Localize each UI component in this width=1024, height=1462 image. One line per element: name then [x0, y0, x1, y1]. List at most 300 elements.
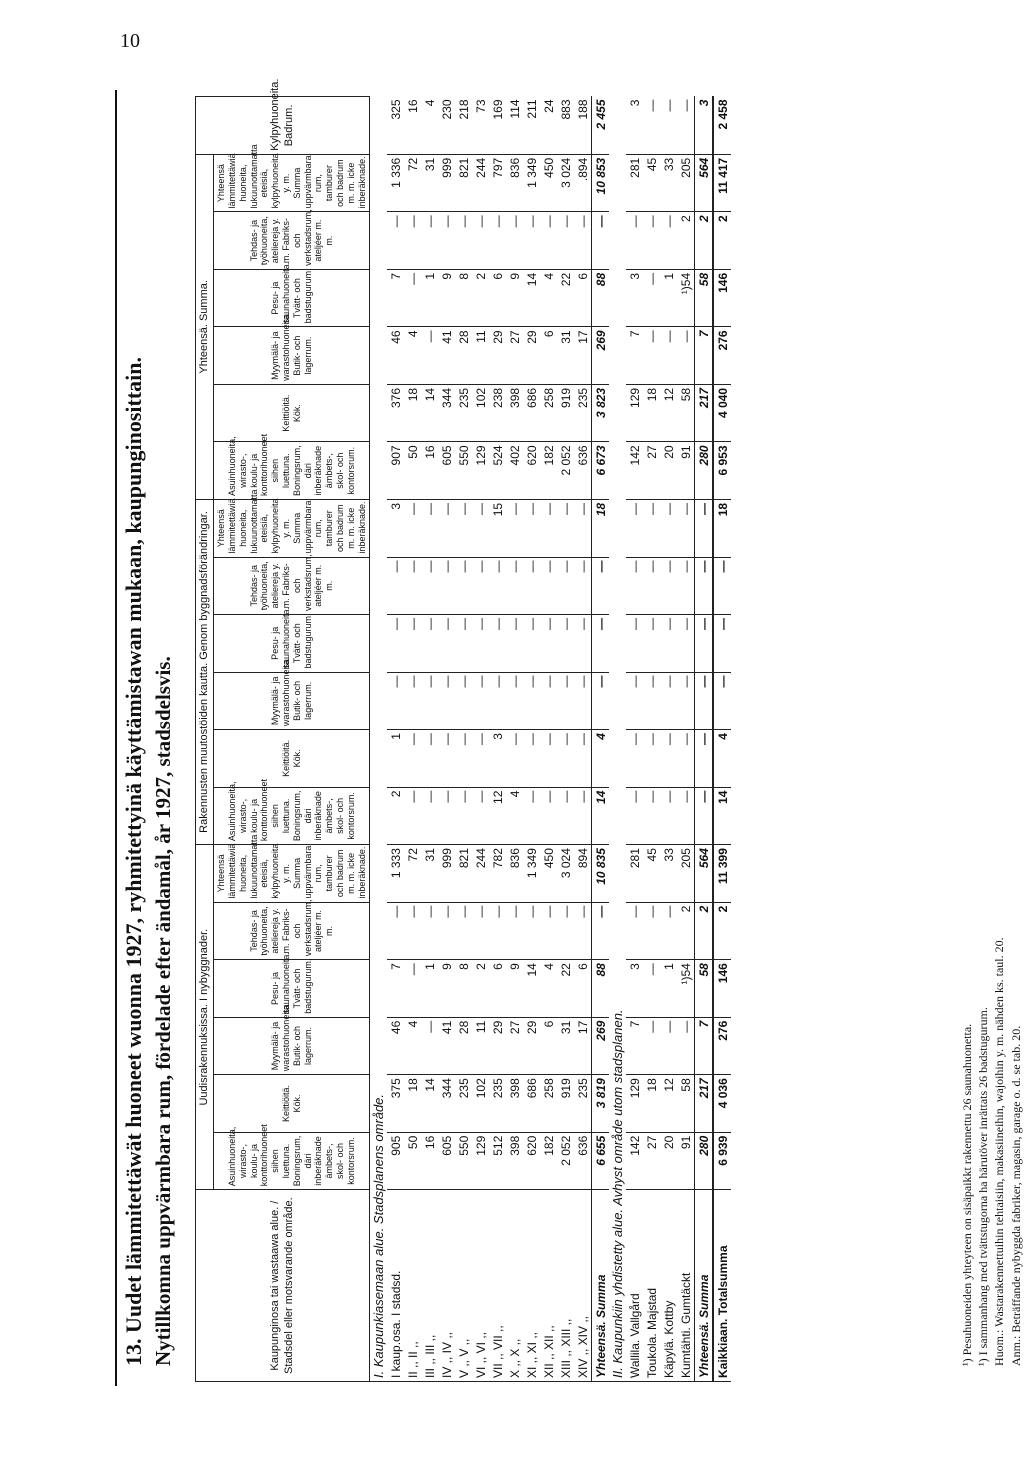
table-cell: — [489, 902, 506, 960]
table-cell: .894 [574, 154, 592, 212]
table-cell: — [626, 557, 643, 615]
table-cell: 620 [523, 1132, 540, 1190]
table-cell: — [643, 327, 660, 385]
table-cell: 17 [574, 1017, 592, 1075]
table-cell: 14 [421, 1075, 438, 1133]
table-row [574, 97, 592, 1382]
table-cell: 7 [387, 960, 404, 1018]
column-header: Yhteensä lämmitettäwiä huoneita, lukuunottamatta eteisiä, kylpyhuoneita y. m. Summa uppvärmbara rum, tamburer och badrum m. m. icke inberäknade. [214, 499, 370, 557]
table-cell: 2 [713, 902, 731, 960]
table-cell: 4 [404, 1017, 421, 1075]
table-cell: — [643, 960, 660, 1018]
column-header: Tehdas- ja työhuoneita, ateliereja y. m. Fabriks- och verkstadsrum, ateljéer m. m. [214, 557, 370, 615]
table-cell: — [438, 787, 455, 845]
table-row [421, 97, 438, 1382]
table-cell: — [540, 499, 557, 557]
footnote-3: Huom.: Wastarakennettuihin tehtaisiin, makasiineihin, wajoihin y. m. nähden ks. taul. 20. [992, 937, 1007, 1366]
table-row [404, 97, 421, 1382]
table-cell: 12 [660, 384, 677, 442]
table-cell: 276 [713, 327, 731, 385]
table-cell: — [523, 212, 540, 270]
table-cell: — [643, 499, 660, 557]
table-cell: — [506, 615, 523, 673]
table-cell: 3 [626, 960, 643, 1018]
table-cell: 18 [592, 499, 610, 557]
row-label: III ,, III ,, [421, 1190, 438, 1382]
table-cell: 883 [557, 97, 574, 155]
row-label: Yhteensä. Summa [695, 1190, 714, 1382]
table-cell: 6 [574, 960, 592, 1018]
table-cell: — [677, 1017, 695, 1075]
table-cell: 402 [506, 442, 523, 500]
table-cell: — [660, 730, 677, 788]
table-cell: — [455, 672, 472, 730]
table-cell: 4 [540, 269, 557, 327]
row-label: VI ,, VI ,, [472, 1190, 489, 1382]
table-cell: — [695, 672, 714, 730]
table-cell: 31 [421, 845, 438, 903]
table-cell: — [523, 730, 540, 788]
table-cell: — [438, 615, 455, 673]
table-cell: 905 [387, 1132, 404, 1190]
table-cell: — [472, 615, 489, 673]
table-cell: 4 [506, 787, 523, 845]
stub-header: Kaupunginosa tai wastaawa alue. / Stadsdel eller motsvarande område. [196, 1190, 370, 1382]
table-cell: 2 455 [592, 97, 610, 155]
table-cell: — [677, 615, 695, 673]
table-cell: 10 835 [592, 845, 610, 903]
table-cell: 4 [421, 97, 438, 155]
table-cell: 3 819 [592, 1075, 610, 1133]
table-cell: 33 [660, 154, 677, 212]
row-label: Toukola. Majstad [643, 1190, 660, 1382]
table-cell: 205 [677, 154, 695, 212]
table-cell: 4 [404, 327, 421, 385]
table-cell: — [713, 672, 731, 730]
table-cell: — [643, 902, 660, 960]
table-cell: 18 [713, 499, 731, 557]
table-cell: 27 [506, 327, 523, 385]
table-cell: 3 024 [557, 845, 574, 903]
table-cell: — [540, 787, 557, 845]
table-cell: 22 [557, 960, 574, 1018]
table-cell: 821 [455, 845, 472, 903]
table-cell: 2 052 [557, 1132, 574, 1190]
table-cell: 20 [660, 442, 677, 500]
table-cell: 894 [574, 845, 592, 903]
table-cell: — [404, 787, 421, 845]
table-cell: 2 458 [713, 97, 731, 155]
table-cell: — [387, 672, 404, 730]
table-cell: — [660, 787, 677, 845]
table-cell: 14 [421, 384, 438, 442]
table-cell: 258 [540, 384, 557, 442]
table-cell: — [660, 97, 677, 155]
table-cell: 91 [677, 1132, 695, 1190]
table-cell: 6 939 [713, 1132, 731, 1190]
table-cell: 7 [626, 327, 643, 385]
table-cell: 14 [592, 787, 610, 845]
table-cell: — [455, 615, 472, 673]
table-cell: — [404, 499, 421, 557]
table-cell: — [489, 615, 506, 673]
table-cell: — [574, 557, 592, 615]
table-cell: — [438, 499, 455, 557]
table-cell: 12 [489, 787, 506, 845]
table-cell: — [592, 672, 610, 730]
table-cell: — [557, 672, 574, 730]
table-cell: 169 [489, 97, 506, 155]
table-cell: 7 [626, 1017, 643, 1075]
table-cell: 218 [455, 97, 472, 155]
table-cell: 276 [713, 1017, 731, 1075]
table-cell: — [421, 327, 438, 385]
table-cell: — [489, 212, 506, 270]
table-cell: — [643, 1017, 660, 1075]
table-cell: — [574, 672, 592, 730]
row-label: Kumtähti. Gumtäckt [677, 1190, 695, 1382]
table-cell: 217 [695, 384, 714, 442]
table-cell: 9 [438, 960, 455, 1018]
table-cell: 211 [523, 97, 540, 155]
table-cell: — [387, 615, 404, 673]
table-cell: 6 673 [592, 442, 610, 500]
table-cell: 2 052 [557, 442, 574, 500]
table-cell: 88 [592, 960, 610, 1018]
table-cell: 41 [438, 327, 455, 385]
table-cell: 797 [489, 154, 506, 212]
table-cell: 31 [557, 327, 574, 385]
table-cell: 12 [660, 1075, 677, 1133]
table-cell: 999 [438, 845, 455, 903]
table-cell: 2 [713, 212, 731, 270]
table-cell: 129 [626, 1075, 643, 1133]
table-cell: — [574, 499, 592, 557]
table-cell: — [404, 730, 421, 788]
table-cell: 29 [523, 327, 540, 385]
table-cell: — [695, 730, 714, 788]
row-label: XIV ,, XIV ,, [574, 1190, 592, 1382]
column-header: Myymälä- ja warastohuoneita. Butik- och lagerrum. [214, 672, 370, 730]
row-label: Wallila. Vallgård [626, 1190, 643, 1382]
table-cell: 235 [489, 1075, 506, 1133]
section-row [609, 97, 626, 1382]
table-cell: — [677, 557, 695, 615]
table-cell: 205 [677, 845, 695, 903]
table-cell: — [387, 212, 404, 270]
table-cell: — [421, 499, 438, 557]
table-cell: — [660, 615, 677, 673]
table-cell: — [574, 787, 592, 845]
table-cell: 9 [506, 269, 523, 327]
table-cell: — [660, 499, 677, 557]
table-cell: — [404, 557, 421, 615]
table-cell: — [472, 730, 489, 788]
table-cell: 9 [506, 960, 523, 1018]
table-cell: — [695, 615, 714, 673]
column-header: Myymälä- ja warastohuoneita. Butik- och lagerrum. [214, 327, 370, 385]
table-cell: 18 [643, 384, 660, 442]
table-cell: — [660, 902, 677, 960]
table-cell: 235 [574, 1075, 592, 1133]
table-frame [115, 78, 1023, 1386]
group-header-total: Yhteensä. Summa. [196, 154, 214, 499]
table-cell: — [592, 557, 610, 615]
table-cell: 919 [557, 384, 574, 442]
table-cell: 4 [592, 730, 610, 788]
table-cell: — [660, 557, 677, 615]
table-cell: 2 [387, 787, 404, 845]
table-row [677, 97, 695, 1382]
table-cell: 7 [387, 269, 404, 327]
table-cell: — [489, 557, 506, 615]
table-cell: — [506, 499, 523, 557]
table-cell: 188 [574, 97, 592, 155]
table-cell: 6 953 [713, 442, 731, 500]
table-cell: 9 [438, 269, 455, 327]
table-cell: 16 [421, 442, 438, 500]
table-cell: — [574, 615, 592, 673]
table-cell: — [472, 557, 489, 615]
table-cell: — [506, 672, 523, 730]
row-label: VII ,, VII ,, [489, 1190, 506, 1382]
row-label: Kaikkiaan. Totalsumma [713, 1190, 731, 1382]
table-cell: 6 [540, 1017, 557, 1075]
column-header: Tehdas- ja työhuoneita, ateliereja y. m. Fabriks- och verkstadsrum, ateljéer m. m. [214, 902, 370, 960]
table-cell: — [660, 1017, 677, 1075]
table-cell: 605 [438, 442, 455, 500]
table-cell: 217 [695, 1075, 714, 1133]
table-cell: 28 [455, 327, 472, 385]
table-cell: 146 [713, 269, 731, 327]
section-row [370, 97, 388, 1382]
table-cell: — [626, 615, 643, 673]
table-row [626, 97, 643, 1382]
total-row [713, 97, 731, 1382]
table-row [472, 97, 489, 1382]
table-cell: 14 [523, 269, 540, 327]
table-cell: — [540, 730, 557, 788]
table-cell: 450 [540, 154, 557, 212]
table-cell: 550 [455, 442, 472, 500]
column-header: Tehdas- ja työhuoneita, ateliereja y. m. Fabriks- och verkstadsrum, ateljéer m. m. [214, 212, 370, 270]
row-label: II. Kaupunkiin yhdistetty alue. Avhyst område utom stadsplanen. [609, 97, 626, 1382]
table-cell: ¹)54 [677, 960, 695, 1018]
table-cell: 258 [540, 1075, 557, 1133]
table-cell: 4 036 [713, 1075, 731, 1133]
table-cell: — [421, 615, 438, 673]
table-cell: — [438, 902, 455, 960]
table-cell: 18 [643, 1075, 660, 1133]
table-cell: 512 [489, 1132, 506, 1190]
column-header: Pesu- ja saunahuoneita. Tvätt- och badstugurum. [214, 269, 370, 327]
table-cell: 129 [626, 384, 643, 442]
table-cell: 29 [489, 1017, 506, 1075]
table-cell: 50 [404, 442, 421, 500]
column-header: Keittiöitä. Kök. [214, 1075, 370, 1133]
column-header: Pesu- ja saunahuoneita. Tvätt- och badstugurum. [214, 960, 370, 1018]
column-header: Asuinhuoneita, wirasto-, koulu- ja konttorihuoneet siihen luettuna. Boningsrum, däri inberäknade ämbets-, skol- och kontorsrum. [214, 442, 370, 500]
table-cell: 18 [404, 384, 421, 442]
page-number: 10 [120, 30, 140, 52]
table-cell: 235 [455, 1075, 472, 1133]
table-cell: 269 [592, 327, 610, 385]
table-cell: 281 [626, 845, 643, 903]
table-cell: — [455, 557, 472, 615]
table-cell: — [592, 212, 610, 270]
table-cell: 280 [695, 1132, 714, 1190]
table-cell: 73 [472, 97, 489, 155]
table-cell: 398 [506, 384, 523, 442]
table-cell: — [438, 730, 455, 788]
column-header: Asuinhuoneita, wirasto-, koulu- ja konttorihuoneet siihen luettuna. Boningsrum, däri inberäknade ämbets-, skol- och kontorsrum. [214, 787, 370, 845]
table-cell: 919 [557, 1075, 574, 1133]
table-cell: 244 [472, 845, 489, 903]
table-cell: 3 [626, 97, 643, 155]
table-cell: 33 [660, 845, 677, 903]
row-label: II ,, II ,, [404, 1190, 421, 1382]
table-cell: — [404, 902, 421, 960]
table-cell: — [677, 787, 695, 845]
table-cell: — [506, 212, 523, 270]
table-cell: — [523, 902, 540, 960]
row-label: X ,, X ,, [506, 1190, 523, 1382]
row-label: Yhteensä. Summa [592, 1190, 610, 1382]
table-cell: 50 [404, 1132, 421, 1190]
title-swedish: Nytillkomna uppvärmbara rum, fördelade efter ändamål, år 1927, stadsdelsvis. [151, 656, 175, 1366]
table-cell: — [660, 212, 677, 270]
table-cell: — [404, 615, 421, 673]
table-cell: 31 [557, 1017, 574, 1075]
table-cell: 564 [695, 154, 714, 212]
table-cell: 2 [472, 269, 489, 327]
table-cell: — [438, 672, 455, 730]
table-cell: — [523, 557, 540, 615]
table-cell: — [695, 499, 714, 557]
table-cell: — [540, 615, 557, 673]
table-cell: 8 [455, 269, 472, 327]
table-cell: 7 [695, 327, 714, 385]
table-cell: — [660, 327, 677, 385]
table-cell: 821 [455, 154, 472, 212]
column-header: Pesu- ja saunahuoneita. Tvätt- och badstugurum. [214, 615, 370, 673]
table-cell: 398 [506, 1132, 523, 1190]
table-cell: — [574, 730, 592, 788]
table-cell: 2 [677, 212, 695, 270]
table-cell: 27 [643, 442, 660, 500]
table-cell: 14 [713, 787, 731, 845]
table-cell: — [695, 787, 714, 845]
table-row [660, 97, 677, 1382]
table-cell: — [557, 212, 574, 270]
table-cell: — [643, 787, 660, 845]
table-cell: 6 [540, 327, 557, 385]
column-header: Myymälä- ja warastohuoneita. Butik- och lagerrum. [214, 1017, 370, 1075]
table-cell: — [421, 212, 438, 270]
table-cell: — [455, 499, 472, 557]
table-cell: — [677, 730, 695, 788]
table-cell: 182 [540, 442, 557, 500]
table-cell: 1 333 [387, 845, 404, 903]
table-cell: 11 417 [713, 154, 731, 212]
table-cell: 146 [713, 960, 731, 1018]
table-cell: 2 [677, 902, 695, 960]
table-cell: 31 [421, 154, 438, 212]
row-label: XI ,, XI ,, [523, 1190, 540, 1382]
table-cell: — [592, 615, 610, 673]
table-cell: 11 [472, 1017, 489, 1075]
table-cell: 58 [695, 960, 714, 1018]
table-cell: 29 [489, 327, 506, 385]
table-cell: — [540, 902, 557, 960]
table-cell: 1 [421, 269, 438, 327]
table-cell: — [643, 212, 660, 270]
footnote-1: ¹) Pesuhuoneiden yhteyteen on sisäpaikkt rakennettu 26 saunahuonetta. [960, 1023, 974, 1366]
table-cell: — [540, 212, 557, 270]
table-cell: 2 [695, 902, 714, 960]
table-cell: 1 349 [523, 845, 540, 903]
column-header-row [214, 97, 370, 1382]
table-cell: — [557, 787, 574, 845]
table-cell: 3 [489, 730, 506, 788]
table-cell: — [557, 499, 574, 557]
table-cell: — [643, 672, 660, 730]
column-header: Yhteensä lämmitettäwiä huoneita, lukuunottamatta eteisiä, kylpyhuoneita y. m. Summa uppvärmbara rum, tamburer och badrum m. m. icke inberäknade. [214, 845, 370, 903]
table-cell: 686 [523, 1075, 540, 1133]
table-cell: 3 024 [557, 154, 574, 212]
table-cell: — [626, 787, 643, 845]
table-cell: — [643, 269, 660, 327]
footnotes [959, 937, 1024, 1366]
table-cell: 344 [438, 1075, 455, 1133]
table-cell: — [677, 327, 695, 385]
table-cell: — [404, 960, 421, 1018]
table-cell: 6 [489, 960, 506, 1018]
table-cell: 2 [472, 960, 489, 1018]
table-cell: — [677, 97, 695, 155]
title-finnish: 13. Uudet lämmitettäwät huoneet wuonna 1927, ryhmitettyinä käyttämistawan mukaan, kaupunginosittain. [121, 356, 146, 1366]
column-header: Yhteensä lämmitettäwiä huoneita, lukuunottamatta eteisiä, kylpyhuoneita y. m. Summa uppvärmbara rum, tamburer och badrum m. m. icke inberäknade. [214, 154, 370, 212]
table-cell: 20 [660, 1132, 677, 1190]
table-cell: — [506, 557, 523, 615]
table-cell: — [421, 902, 438, 960]
footnote-2: ¹) I sammanhang med tvättstugorna ha härutöver inrättats 26 badstugurum. [976, 1007, 991, 1366]
table-cell: 45 [643, 154, 660, 212]
table-cell: — [404, 672, 421, 730]
table-cell: — [455, 787, 472, 845]
table-cell: 1 [421, 960, 438, 1018]
table-cell: — [592, 902, 610, 960]
table-cell: 564 [695, 845, 714, 903]
table-cell: 4 040 [713, 384, 731, 442]
table-cell: 1 [660, 960, 677, 1018]
table-cell: 142 [626, 442, 643, 500]
table-cell: 16 [404, 97, 421, 155]
table-cell: — [695, 557, 714, 615]
table-cell: 4 [540, 960, 557, 1018]
table-cell: 129 [472, 442, 489, 500]
table-cell: — [472, 902, 489, 960]
table-cell: 29 [523, 1017, 540, 1075]
table-cell: 636 [574, 442, 592, 500]
row-label: I. Kaupunkiasemaan alue. Stadsplanens område. [370, 97, 388, 1382]
table-cell: — [626, 672, 643, 730]
table-cell: 280 [695, 442, 714, 500]
table-cell: 325 [387, 97, 404, 155]
table-cell: 11 399 [713, 845, 731, 903]
table-cell: 18 [404, 1075, 421, 1133]
sum-row [592, 97, 610, 1382]
